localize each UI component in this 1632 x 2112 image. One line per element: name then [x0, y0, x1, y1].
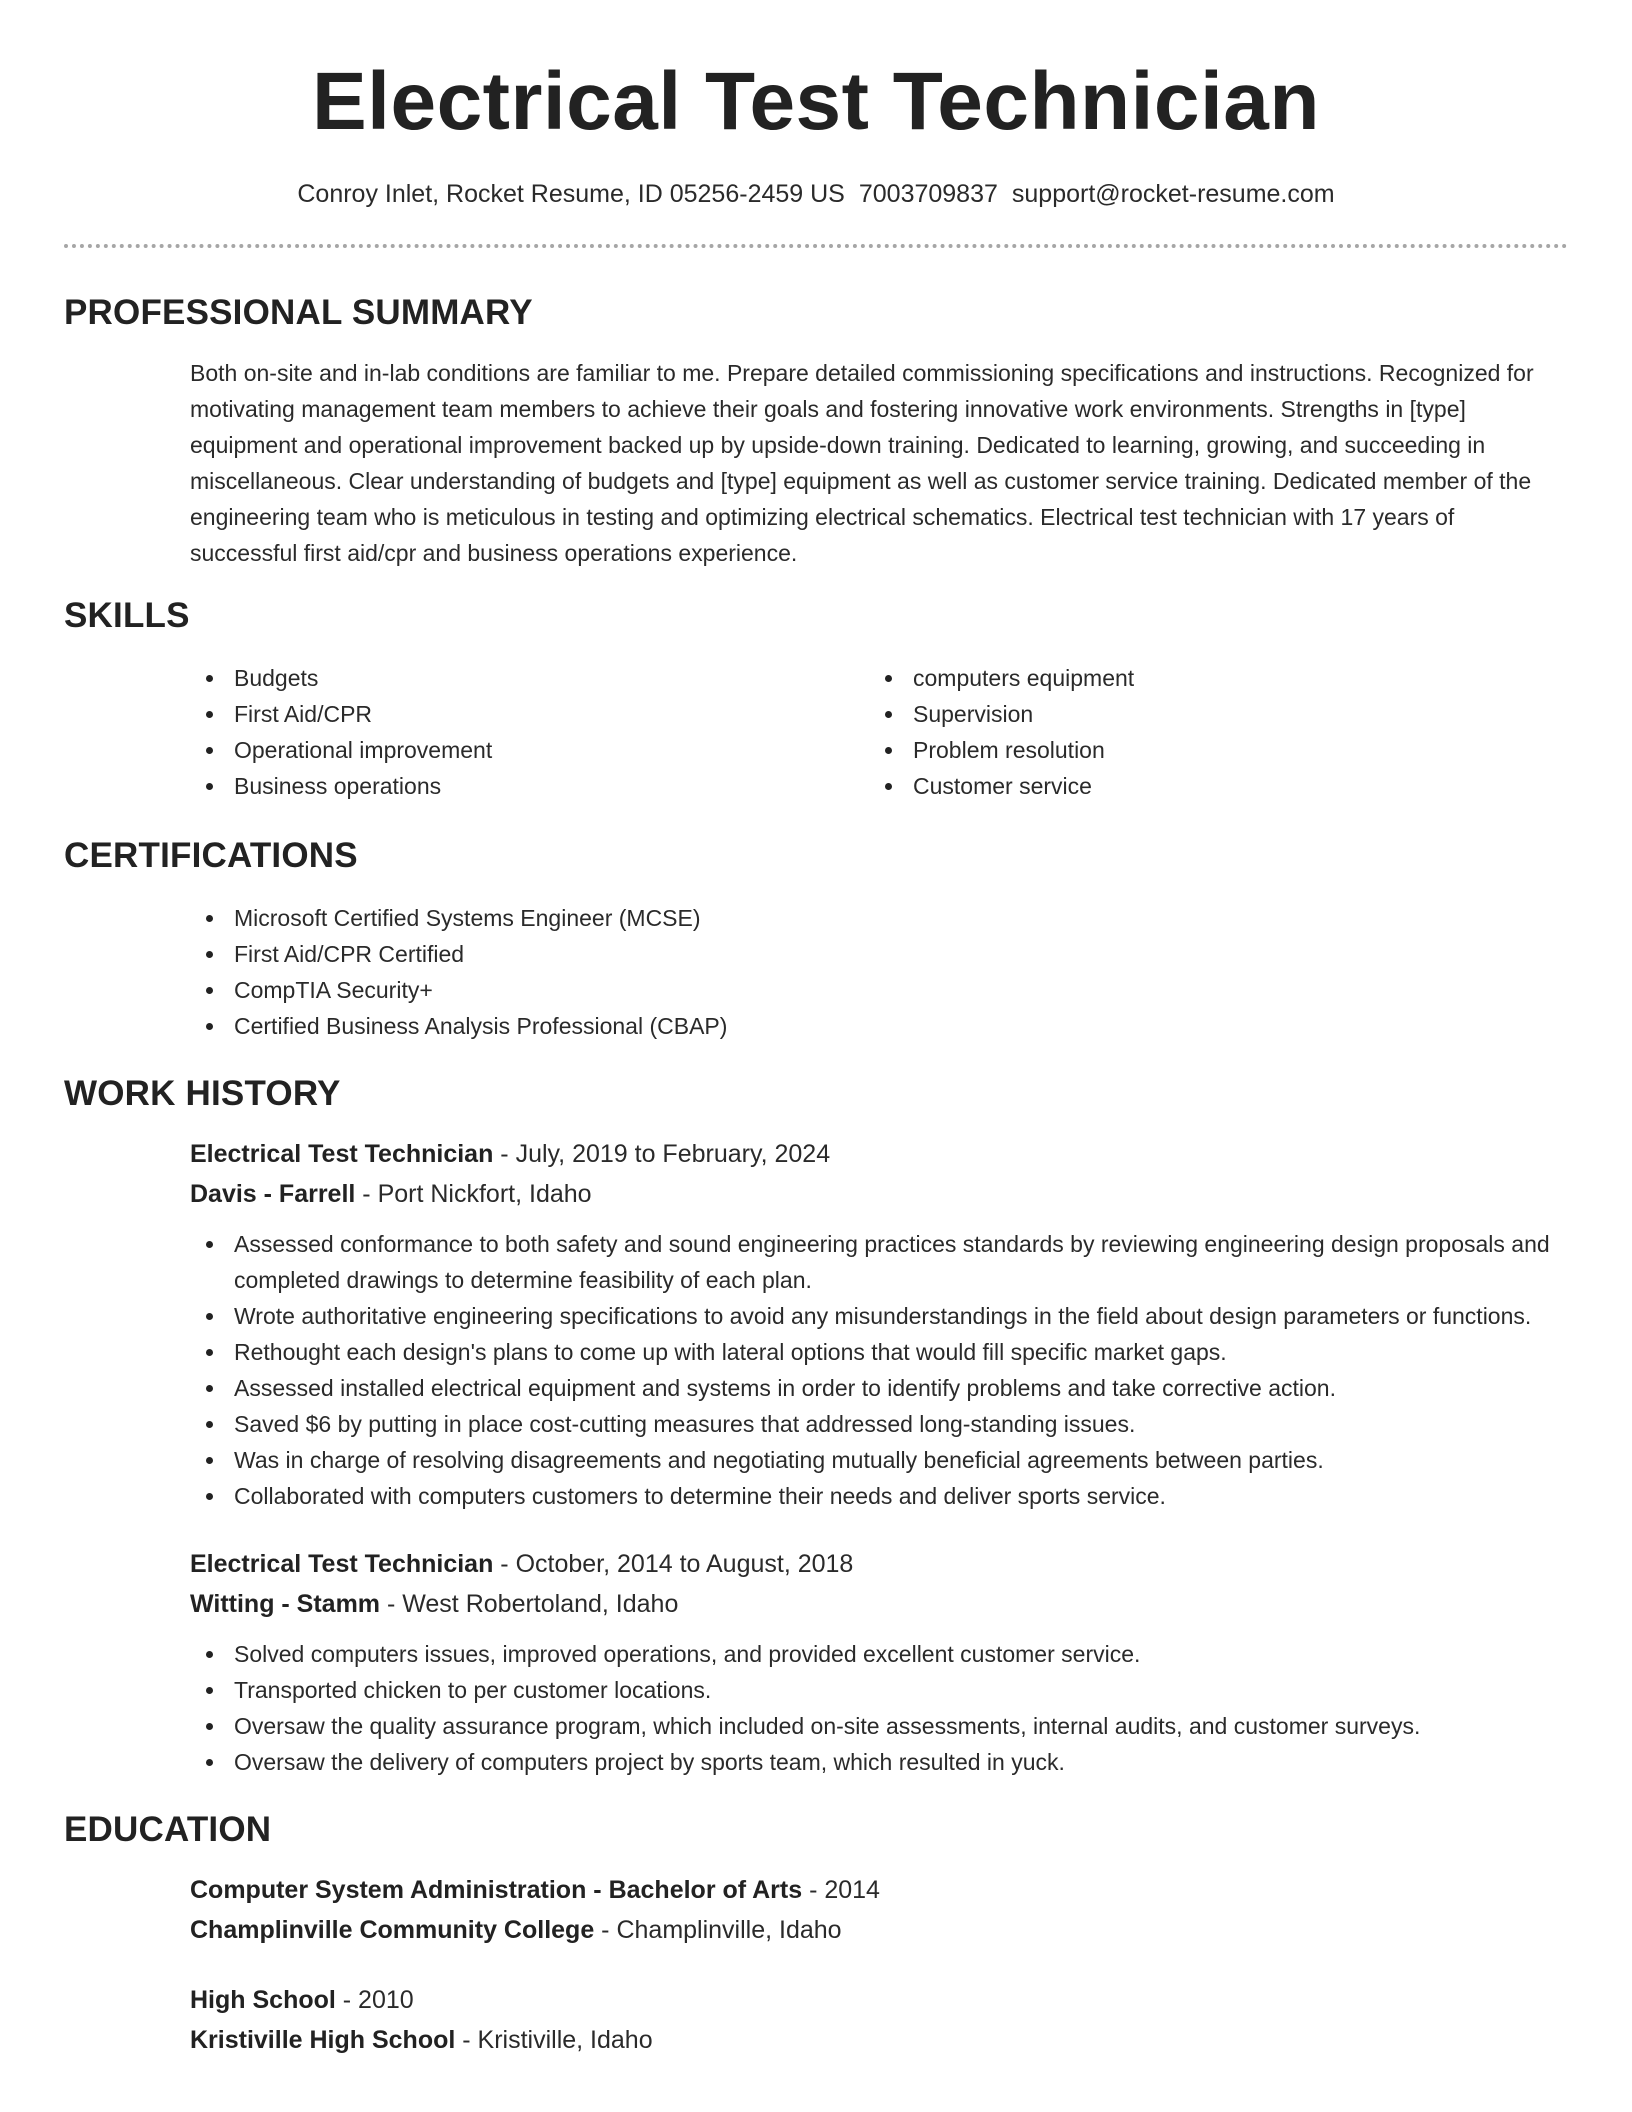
job-bullet: Wrote authoritative engineering specifications to avoid any misunderstandings in the field about design parameters or functions.: [190, 1298, 1568, 1334]
job-company: Witting - Stamm: [190, 1590, 381, 1618]
job-bullet: Assessed conformance to both safety and sound engineering practices standards by reviewing engineering design proposals and completed drawings to determine feasibility of each plan.: [190, 1226, 1568, 1298]
header-divider: [64, 244, 1568, 248]
skills-grid: [190, 660, 1568, 804]
job-bullet: Was in charge of resolving disagreements and negotiating mutually beneficial agreements between parties.: [190, 1442, 1568, 1478]
education-school: Kristiville High School: [190, 2026, 456, 2054]
contact-email: support@rocket-resume.com: [1011, 180, 1335, 208]
job-title-line: [190, 1134, 1568, 1174]
job-dates: - July, 2019 to February, 2024: [493, 1140, 831, 1168]
job-bullet: Oversaw the delivery of computers project by sports team, which resulted in yuck.: [190, 1744, 1568, 1780]
education-entry: [190, 1980, 1568, 2060]
job-location: - Port Nickfort, Idaho: [355, 1180, 592, 1208]
job-bullet: Assessed installed electrical equipment and systems in order to identify problems and take corrective action.: [190, 1370, 1568, 1406]
job-location: - West Robertoland, Idaho: [380, 1590, 679, 1618]
skill-item: computers equipment: [869, 660, 1548, 696]
job-bullet: Saved $6 by putting in place cost-cutting measures that addressed long-standing issues.: [190, 1406, 1568, 1442]
job-bullet-list: [190, 1636, 1568, 1780]
skill-item: Operational improvement: [190, 732, 869, 768]
education-degree: Computer System Administration - Bachelor of Arts: [190, 1876, 803, 1904]
skills-left-column: [190, 660, 869, 804]
education-school: Champlinville Community College: [190, 1916, 595, 1944]
resume-name: Electrical Test Technician: [311, 56, 1320, 147]
skill-item: Problem resolution: [869, 732, 1548, 768]
job-title-line: [190, 1544, 1568, 1584]
certification-item: First Aid/CPR Certified: [190, 936, 1568, 972]
skill-item: Customer service: [869, 768, 1548, 804]
skill-item: First Aid/CPR: [190, 696, 869, 732]
certification-item: CompTIA Security+: [190, 972, 1568, 1008]
certifications-heading: CERTIFICATIONS: [64, 836, 358, 875]
job-title: Electrical Test Technician: [190, 1140, 494, 1168]
job-company-line: [190, 1584, 1568, 1624]
job-company: Davis - Farrell: [190, 1180, 356, 1208]
work-history-heading: WORK HISTORY: [64, 1074, 341, 1113]
job-title: Electrical Test Technician: [190, 1550, 494, 1578]
job-bullet: Oversaw the quality assurance program, which included on-site assessments, internal audits, and customer surveys.: [190, 1708, 1568, 1744]
job-bullet-list: [190, 1226, 1568, 1514]
education-degree-line: [190, 1980, 1568, 2020]
summary-heading: PROFESSIONAL SUMMARY: [64, 293, 533, 332]
education-year: - 2010: [335, 1986, 414, 2014]
education-entry: [190, 1870, 1568, 1950]
education-location: - Champlinville, Idaho: [594, 1916, 842, 1944]
education-location: - Kristiville, Idaho: [455, 2026, 653, 2054]
job-entry: [190, 1134, 1568, 1514]
skill-item: Supervision: [869, 696, 1548, 732]
education-degree: High School: [190, 1986, 336, 2014]
job-bullet: Transported chicken to per customer locations.: [190, 1672, 1568, 1708]
job-bullet: Collaborated with computers customers to determine their needs and deliver sports service.: [190, 1478, 1568, 1514]
job-entry: [190, 1544, 1568, 1780]
education-heading: EDUCATION: [64, 1810, 272, 1849]
summary-text: Both on-site and in-lab conditions are familiar to me. Prepare detailed commissioning specifications and instructions. Recognized for motivating management team members to achieve their goals and fostering innovative work environments. Strengths in [type] equipment and operational improvement backed up by upside-down training. Dedicated to learning, growing, and succeeding in miscellaneous. Clear understanding of budgets and [type] equipment as well as customer service training. Dedicated member of the engineering team who is meticulous in testing and optimizing electrical schematics. Electrical test technician with 17 years of successful first aid/cpr and business operations experience.: [190, 360, 1534, 566]
job-bullet: Solved computers issues, improved operations, and provided excellent customer service.: [190, 1636, 1568, 1672]
education-degree-line: [190, 1870, 1568, 1910]
contact-phone: 7003709837: [858, 180, 998, 208]
resume-page: [64, 0, 1568, 2060]
certification-item: Certified Business Analysis Professional (CBAP): [190, 1008, 1568, 1044]
education-school-line: [190, 2020, 1568, 2060]
certifications-list: [190, 900, 1568, 1044]
education-school-line: [190, 1910, 1568, 1950]
job-company-line: [190, 1174, 1568, 1214]
education-year: - 2014: [802, 1876, 880, 1904]
skill-item: Business operations: [190, 768, 869, 804]
skills-heading: SKILLS: [64, 596, 190, 635]
job-bullet: Rethought each design's plans to come up with lateral options that would fill specific market gaps.: [190, 1334, 1568, 1370]
contact-line: [64, 178, 1568, 210]
certification-item: Microsoft Certified Systems Engineer (MCSE): [190, 900, 1568, 936]
job-dates: - October, 2014 to August, 2018: [493, 1550, 854, 1578]
skills-right-column: [869, 660, 1548, 804]
contact-address: Conroy Inlet, Rocket Resume, ID 05256-2459 US: [297, 180, 845, 208]
skill-item: Budgets: [190, 660, 869, 696]
